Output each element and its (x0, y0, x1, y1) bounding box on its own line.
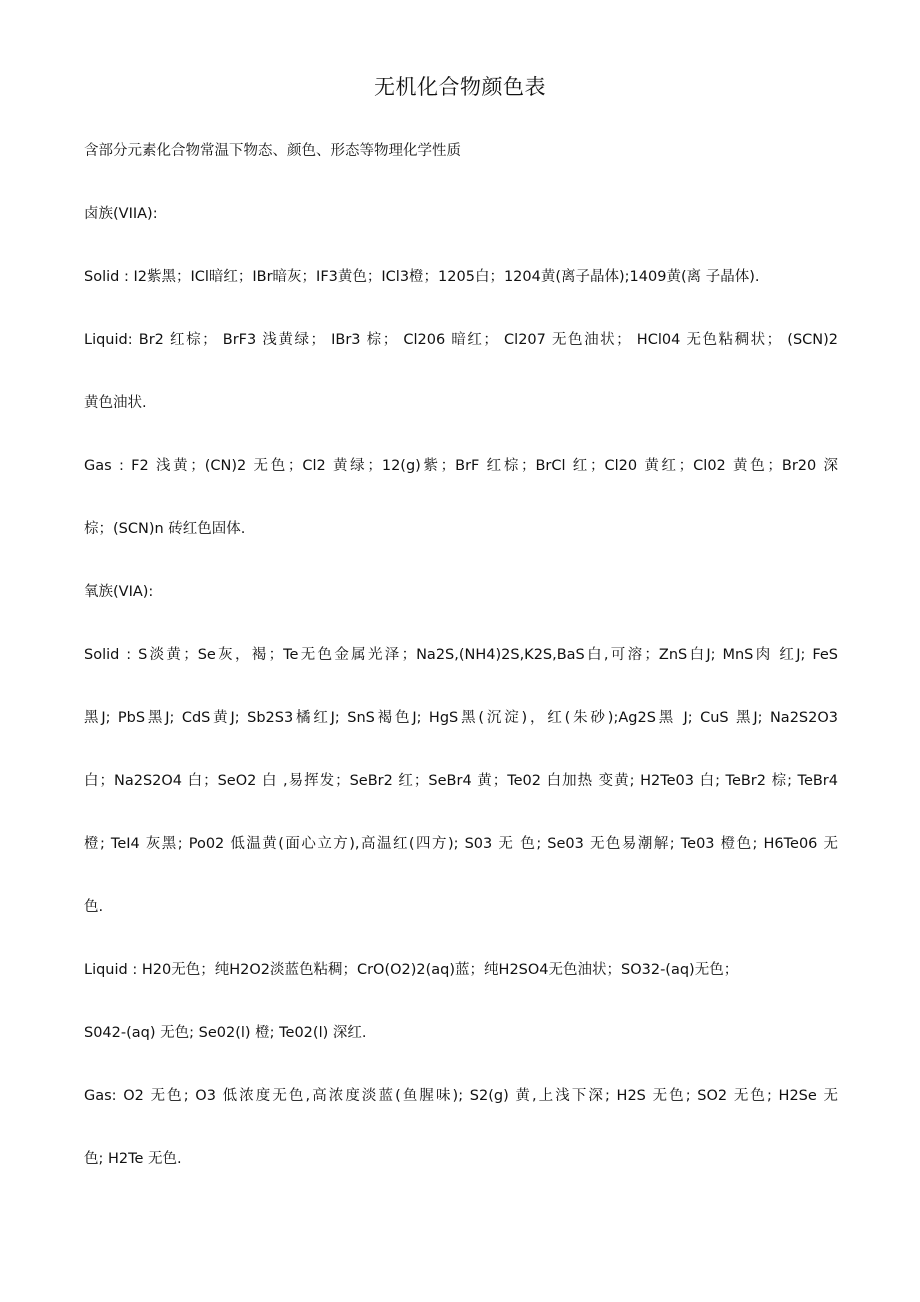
page-title: 无机化合物颜色表 (374, 75, 546, 99)
oxygen-gas-line-1: Gas: O2 无色; O3 低浓度无色,高浓度淡蓝(鱼腥味); S2(g) 黄,上浅下深; H2S 无色; SO2 无色; H2Se 无 (84, 1088, 838, 1104)
oxygen-solid-line-2: 黑J; PbS黑J; CdS黄J; Sb2S3橘红J; SnS褐色J; HgS黑(沉淀)，红(朱砂);Ag2S黑 J; CuS 黑J; Na2S2O3 (84, 710, 838, 726)
oxygen-gas-line-2: 色; H2Te 无色. (84, 1151, 182, 1167)
halogen-liquid-line-1: Liquid: Br2 红棕； BrF3 浅黄绿； IBr3 棕； Cl206 暗红； Cl207 无色油状； HCl04 无色粘稠状； (SCN)2 (84, 332, 838, 348)
halogen-gas-line-2: 棕；(SCN)n 砖红色固体. (84, 521, 246, 537)
oxygen-solid-line-5: 色. (84, 899, 104, 915)
halogen-solid-line: Solid : I2紫黑；ICl暗红；IBr暗灰；IF3黄色；ICl3橙；1205白；1204黄(离子晶体);1409黄(离 子晶体). (84, 269, 760, 285)
oxygen-solid-line-4: 橙; TeI4 灰黑; Po02 低温黄(面心立方),高温红(四方); S03 无 色; Se03 无色易潮解; Te03 橙色; H6Te06 无 (84, 836, 838, 852)
subtitle: 含部分元素化合物常温下物态、颜色、形态等物理化学性质 (84, 143, 461, 159)
oxygen-liquid-line-1: Liquid : H20无色；纯H2O2淡蓝色粘稠；CrO(O2)2(aq)蓝；纯H2SO4无色油状；SO32-(aq)无色； (84, 962, 739, 978)
oxygen-liquid-line-2: S042-(aq) 无色; Se02(l) 橙; Te02(l) 深红. (84, 1025, 367, 1041)
oxygen-solid-line-1: Solid : S淡黄；Se灰，褐；Te无色金属光泽；Na2S,(NH4)2S,K2S,BaS白,可溶；ZnS白J; MnS肉 红J; FeS (84, 647, 838, 663)
oxygen-solid-line-3: 白；Na2S2O4 白；SeO2 白 ,易挥发；SeBr2 红；SeBr4 黄；Te02 白加热 变黄; H2Te03 白; TeBr2 棕; TeBr4 (84, 773, 838, 789)
halogen-gas-line-1: Gas : F2 浅黄；(CN)2 无色；Cl2 黄绿；12(g)紫；BrF 红棕；BrCl 红；Cl20 黄红；Cl02 黄色；Br20 深 (84, 458, 838, 474)
halogen-heading: 卤族(VIIA): (84, 206, 158, 222)
oxygen-heading: 氧族(VIA): (84, 584, 154, 600)
halogen-liquid-line-2: 黄色油状. (84, 395, 147, 411)
